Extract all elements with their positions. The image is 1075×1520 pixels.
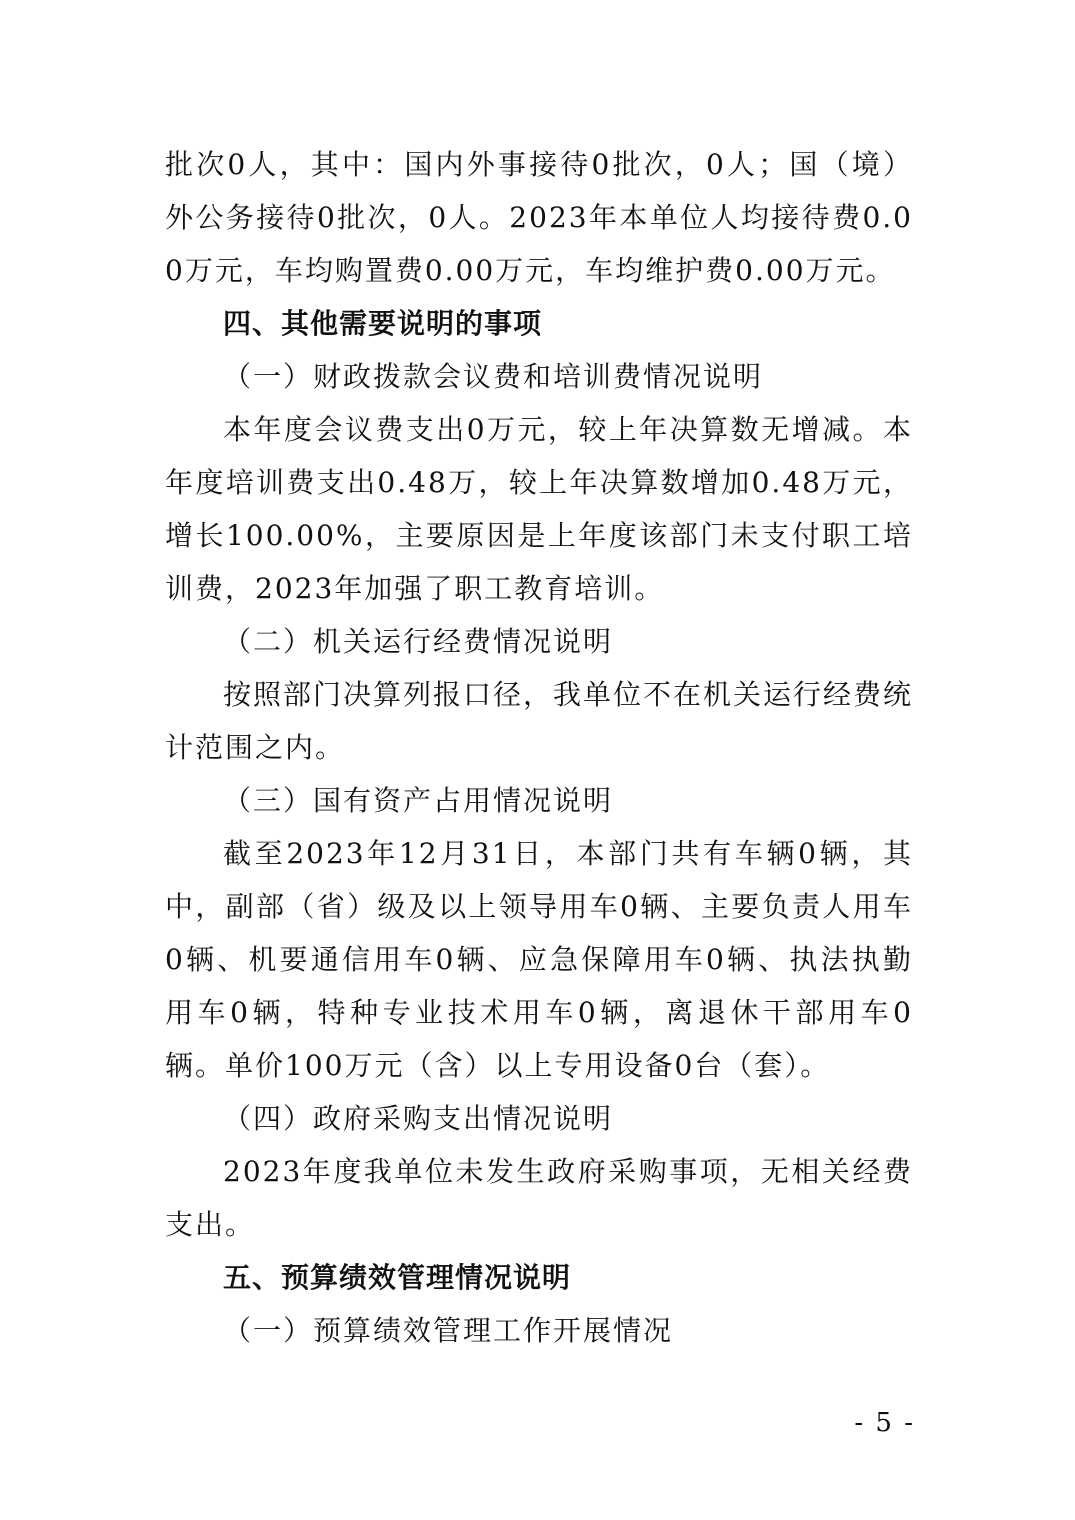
subheading-meeting-training-fees: （一）财政拨款会议费和培训费情况说明 <box>223 360 764 393</box>
paragraph-meeting-training-fees: 本年度会议费支出0万元，较上年决算数无增减。本年度培训费支出0.48万，较上年决算数增加0.48万元，增长100.00%，主要原因是上年度该部门未支付职工培训费，2023年加强了职工教育培训。 <box>165 413 913 605</box>
subheading-state-assets: （三）国有资产占用情况说明 <box>223 784 614 817</box>
section-heading-other-matters: 四、其他需要说明的事项 <box>223 307 543 340</box>
section-heading-budget-performance: 五、预算绩效管理情况说明 <box>223 1261 572 1294</box>
paragraph-state-assets: 截至2023年12月31日，本部门共有车辆0辆，其中，副部（省）级及以上领导用车0辆、主要负责人用车0辆、机要通信用车0辆、应急保障用车0辆、执法执勤用车0辆，特种专业技术用车0辆，离退休干部用车0辆。单价100万元（含）以上专用设备0台（套）。 <box>165 837 913 1082</box>
document-body <box>165 138 913 1357</box>
subheading-budget-performance-work: （一）预算绩效管理工作开展情况 <box>223 1314 674 1347</box>
paragraph-government-procurement: 2023年度我单位未发生政府采购事项，无相关经费支出。 <box>165 1155 913 1241</box>
page-number: - 5 - <box>854 1408 915 1438</box>
paragraph-reception-details: 批次0人，其中：国内外事接待0批次，0人；国（境）外公务接待0批次，0人。2023年本单位人均接待费0.00万元，车均购置费0.00万元，车均维护费0.00万元。 <box>165 148 913 287</box>
subheading-government-procurement: （四）政府采购支出情况说明 <box>223 1102 614 1135</box>
paragraph-operating-expenses: 按照部门决算列报口径，我单位不在机关运行经费统计范围之内。 <box>165 678 914 764</box>
subheading-operating-expenses: （二）机关运行经费情况说明 <box>223 625 614 658</box>
